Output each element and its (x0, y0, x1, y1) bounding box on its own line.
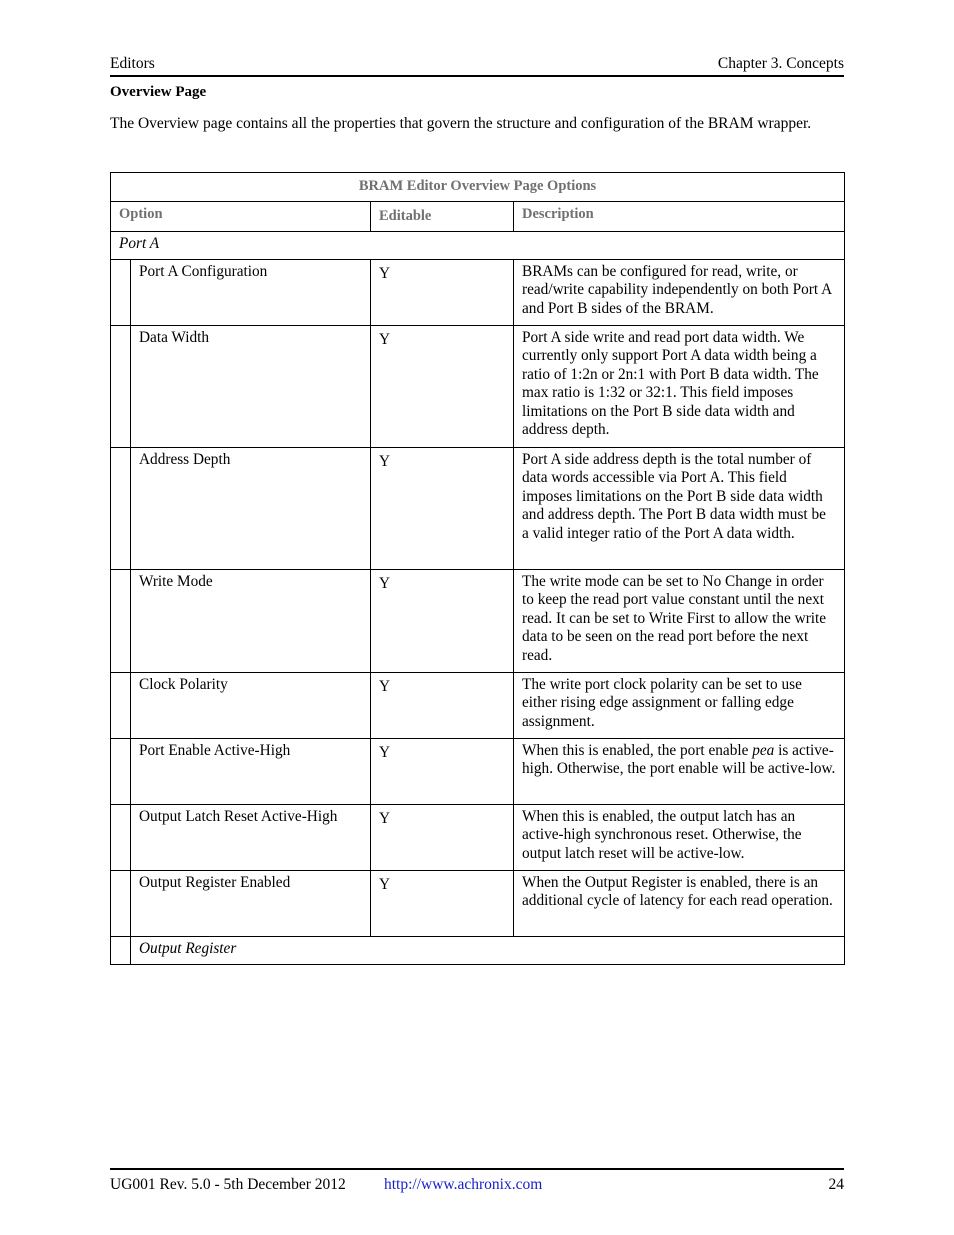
table-row (111, 673, 845, 739)
option-description: When this is enabled, the output latch has an active-high synchronous reset. Otherwise, the output latch reset will be active-low. (514, 805, 845, 871)
option-name: Write Mode (131, 570, 371, 673)
editable-cell (371, 570, 514, 673)
header-chapter-title: Chapter 3. Concepts (717, 55, 844, 72)
table-row (111, 805, 845, 871)
options-table (110, 172, 845, 965)
subgroup-label-output-register: Output Register (131, 937, 845, 965)
description-text-before: When this is enabled, the port enable (522, 742, 753, 759)
option-description: BRAMs can be configured for read, write, or read/write capability independently on both Port A and Port B sides of the BRAM. (514, 260, 845, 326)
option-description: Port A side write and read port data width. We currently only support Port A data width being a ratio of 1:2n or 2n:1 with Port B data width. The max ratio is 1:32 or 32:1. This field imposes limitations on the Port B side data width and address depth. (514, 326, 845, 448)
table-header-row (111, 202, 845, 232)
group-label-port-a: Port A (111, 232, 845, 260)
option-description (514, 739, 845, 805)
editable-value: Y (379, 453, 391, 470)
option-name: Output Register Enabled (131, 871, 371, 937)
intro-paragraph: The Overview page contains all the properties that govern the structure and configuration of the BRAM wrapper. (110, 115, 812, 132)
footer-revision: UG001 Rev. 5.0 - 5th December 2012 (110, 1176, 346, 1193)
editable-cell (371, 326, 514, 448)
column-header-option: Option (111, 202, 371, 232)
description-signal-name: pea (752, 742, 775, 759)
editable-value: Y (379, 575, 391, 592)
editable-value: Y (379, 265, 391, 282)
option-name: Data Width (131, 326, 371, 448)
editable-cell (371, 260, 514, 326)
column-header-editable (371, 202, 514, 232)
editable-value: Y (379, 678, 391, 695)
option-name: Clock Polarity (131, 673, 371, 739)
editable-cell (371, 805, 514, 871)
column-header-editable-label: Editable (379, 208, 432, 224)
table-row (111, 871, 845, 937)
indent-cell (111, 805, 131, 871)
editable-value: Y (379, 876, 391, 893)
editable-cell (371, 871, 514, 937)
editable-value: Y (379, 331, 391, 348)
table-row (111, 739, 845, 805)
description-text-after: is active-high. Otherwise, the port enable will be active-low. (522, 742, 836, 778)
footer-website-link[interactable]: http://www.achronix.com (384, 1176, 543, 1193)
indent-cell (111, 673, 131, 739)
option-description: Port A side address depth is the total number of data words accessible via Port A. This field imposes limitations on the Port B side data width and address depth. The Port B data width must be a valid integer ratio of the Port A data width. (514, 448, 845, 570)
indent-cell (111, 570, 131, 673)
option-description: The write port clock polarity can be set to use either rising edge assignment or falling edge assignment. (514, 673, 845, 739)
option-description: When the Output Register is enabled, there is an additional cycle of latency for each read operation. (514, 871, 845, 937)
indent-cell (111, 739, 131, 805)
footer-page-number: 24 (828, 1176, 844, 1193)
editable-cell (371, 448, 514, 570)
running-header (110, 54, 844, 77)
group-row-port-a (111, 232, 845, 260)
indent-cell (111, 326, 131, 448)
indent-cell (111, 871, 131, 937)
table-row (111, 570, 845, 673)
column-header-description: Description (514, 202, 845, 232)
editable-value: Y (379, 744, 391, 761)
table-caption-row (111, 173, 845, 202)
header-section-title: Editors (110, 55, 155, 72)
indent-cell (111, 260, 131, 326)
editable-value: Y (379, 810, 391, 827)
indent-cell (111, 448, 131, 570)
option-name: Port Enable Active-High (131, 739, 371, 805)
option-name: Address Depth (131, 448, 371, 570)
indent-cell (111, 937, 131, 965)
running-footer (110, 1168, 844, 1194)
table-caption: BRAM Editor Overview Page Options (111, 173, 845, 202)
section-heading: Overview Page (110, 84, 207, 100)
option-name: Port A Configuration (131, 260, 371, 326)
editable-cell (371, 739, 514, 805)
table-row (111, 326, 845, 448)
table-row (111, 448, 845, 570)
table-row (111, 260, 845, 326)
option-description: The write mode can be set to No Change in order to keep the read port value constant until the next read. It can be set to Write First to allow the write data to be seen on the read port before the next read. (514, 570, 845, 673)
option-name: Output Latch Reset Active-High (131, 805, 371, 871)
subgroup-row-output-register (111, 937, 845, 965)
editable-cell (371, 673, 514, 739)
